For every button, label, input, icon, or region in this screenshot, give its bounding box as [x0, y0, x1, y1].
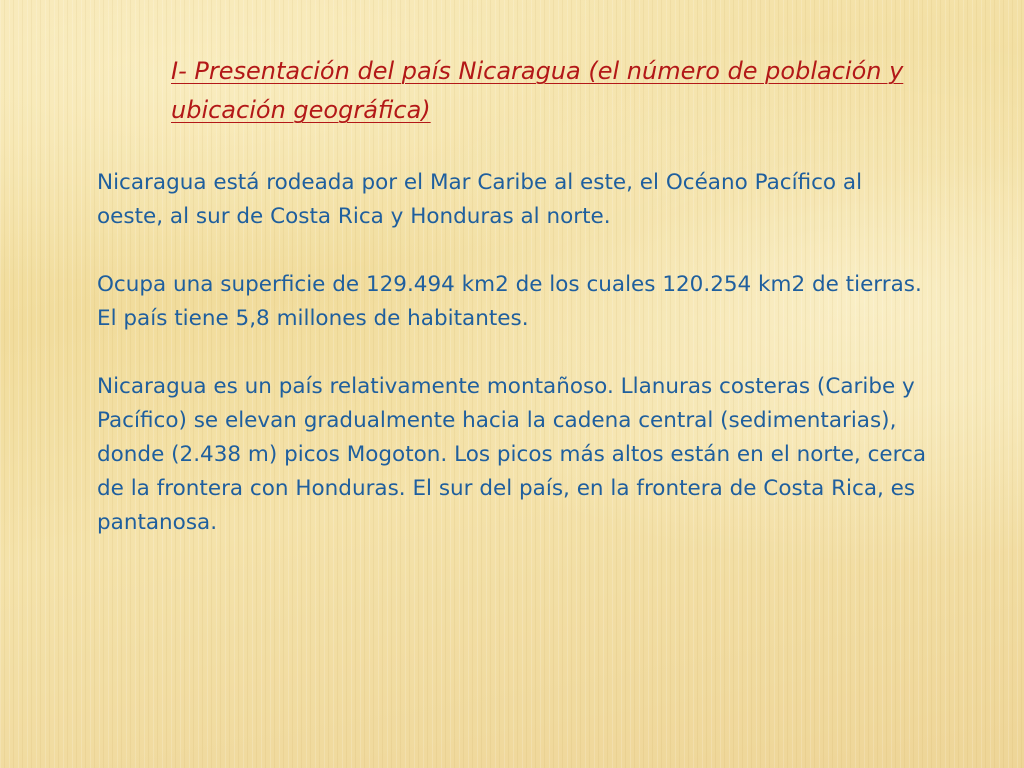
paragraph-area-population: Ocupa una superficie de 129.494 km2 de los cuales 120.254 km2 de tierras. El país tiene 5,8 millones de habitantes.	[97, 272, 922, 331]
paragraph-geography: Nicaragua es un país relativamente montañoso. Llanuras costeras (Caribe y Pacífico) se elevan gradualmente hacia la cadena central (sedimentarias), donde (2.438 m) picos Mogoton. Los picos más altos están en el norte, cerca de la frontera con Honduras. El sur del país, en la frontera de Costa Rica, es pantanosa.	[97, 374, 927, 535]
slide-body	[97, 166, 927, 574]
paragraph-location: Nicaragua está rodeada por el Mar Caribe al este, el Océano Pacífico al oeste, al sur de Costa Rica y Honduras al norte.	[97, 170, 863, 229]
slide-title: I- Presentación del país Nicaragua (el número de población y ubicación geográfica)	[171, 57, 904, 124]
